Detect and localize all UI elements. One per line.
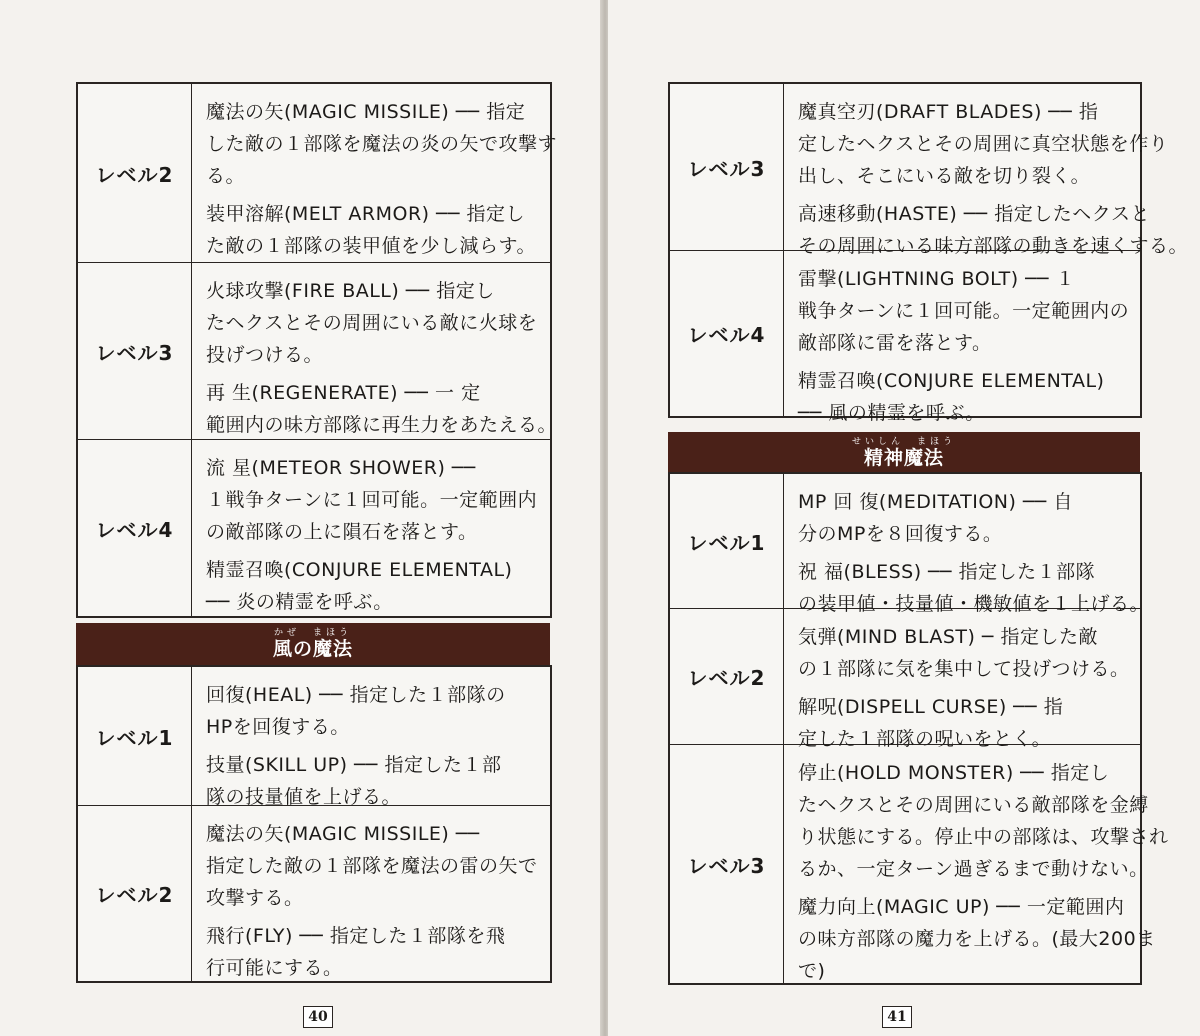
spell-text-line: 攻撃する。: [206, 887, 304, 909]
level-label: レベル1: [78, 667, 192, 805]
spell-row: [670, 84, 1189, 257]
level-label: レベル4: [78, 440, 192, 616]
spell-text-line: 精霊召喚(CONJURE ELEMENTAL): [798, 370, 1105, 392]
level-label: レベル3: [670, 745, 784, 983]
spell-text-line: 高速移動(HASTE) ── 指定したヘクスと: [798, 203, 1151, 225]
spell-text-line: 定したヘクスとその周囲に真空状態を作り: [798, 133, 1169, 155]
spell-text-line: その周囲にいる味方部隊の動きを速くする。: [798, 235, 1189, 257]
spell-entry: [206, 920, 540, 984]
spell-entry: [798, 891, 1169, 987]
spell-text-line: 技量(SKILL UP) ── 指定した１部: [206, 754, 502, 776]
spell-text-line: 魔法の矢(MAGIC MISSILE) ──: [206, 823, 480, 845]
spell-text-line: たヘクスとその周囲にいる敵部隊を金縛: [798, 794, 1149, 816]
spell-row: [670, 251, 1140, 424]
spell-row: [670, 745, 1169, 983]
spell-entry: [798, 263, 1130, 359]
spell-text-line: の味方部隊の魔力を上げる。(最大200ま: [798, 928, 1156, 950]
spell-entry: [206, 818, 540, 914]
spell-text-line: 気弾(MIND BLAST) ─ 指定した敵: [798, 626, 1098, 648]
spell-text-line: の敵部隊の上に隕石を落とす。: [206, 521, 478, 543]
header-title: 精神魔法: [863, 447, 944, 469]
wind-magic-table: [76, 665, 552, 983]
spell-text-line: 祝 福(BLESS) ── 指定した１部隊: [798, 561, 1096, 583]
spell-text-line: 指定した敵の１部隊を魔法の雷の矢で: [206, 855, 538, 877]
wind-magic-table-continued: [668, 82, 1189, 424]
spell-description: [784, 84, 1198, 257]
spell-text-line: 投げつける。: [206, 344, 324, 366]
spell-text-line: HPを回復する。: [206, 716, 350, 738]
spell-text-line: る。: [206, 165, 246, 187]
spell-text-line: 分のMPを８回復する。: [798, 523, 1003, 545]
spell-text-line: 再 生(REGENERATE) ── 一 定: [206, 382, 481, 404]
spell-text-line: ── 風の精霊を呼ぶ。: [798, 402, 985, 424]
spell-text-line: 戦争ターンに１回可能。一定範囲内の: [798, 300, 1130, 322]
spell-text-line: 定した１部隊の呪いをとく。: [798, 728, 1052, 750]
level-label: レベル1: [670, 474, 784, 608]
page-number-left: 40: [303, 1006, 333, 1028]
spell-entry: [206, 452, 540, 548]
spell-entry: [206, 377, 557, 441]
spell-text-line: 魔真空刃(DRAFT BLADES) ── 指: [798, 101, 1099, 123]
spell-text-line: 回復(HEAL) ── 指定した１部隊の: [206, 684, 506, 706]
spell-text-line: で): [798, 960, 826, 982]
wind-magic-header: [76, 623, 550, 665]
header-title: 風の魔法: [272, 638, 353, 660]
spell-text-line: １戦争ターンに１回可能。一定範囲内: [206, 489, 538, 511]
spell-row: [78, 440, 550, 616]
spell-text-line: 停止(HOLD MONSTER) ── 指定し: [798, 762, 1110, 784]
spell-text-line: たヘクスとその周囲にいる敵に火球を: [206, 312, 538, 334]
spell-text-line: た敵の１部隊の装甲値を少し減らす。: [206, 235, 536, 257]
spell-text-line: 範囲内の味方部隊に再生力をあたえる。: [206, 414, 558, 436]
spell-description: [192, 806, 550, 981]
spell-row: [78, 263, 558, 440]
level-label: レベル2: [78, 806, 192, 981]
spell-text-line: MP 回 復(MEDITATION) ── 自: [798, 491, 1073, 513]
spell-text-line: の装甲値・技量値・機敏値を１上げる。: [798, 593, 1150, 615]
spell-row: [670, 474, 1150, 615]
spell-description: [784, 609, 1140, 750]
spell-row: [78, 667, 550, 806]
spell-entry: [206, 275, 557, 371]
spell-description: [784, 474, 1159, 615]
spell-text-line: り状態にする。停止中の部隊は、攻撃され: [798, 826, 1169, 848]
level-label: レベル4: [670, 251, 784, 416]
spell-text-line: 敵部隊に雷を落とす。: [798, 332, 992, 354]
spell-row: [78, 806, 550, 981]
spell-text-line: 流 星(METEOR SHOWER) ──: [206, 457, 476, 479]
header-ruby: かぜ まほう: [273, 628, 352, 638]
spell-text-line: した敵の１部隊を魔法の炎の矢で攻撃す: [206, 133, 558, 155]
level-label: レベル3: [78, 263, 192, 439]
spell-text-line: 精霊召喚(CONJURE ELEMENTAL): [206, 559, 513, 581]
page-number-right: 41: [882, 1006, 912, 1028]
spell-text-line: 魔法の矢(MAGIC MISSILE) ── 指定: [206, 101, 526, 123]
spell-entry: [206, 198, 557, 262]
level-label: レベル3: [670, 84, 784, 250]
spell-entry: [206, 554, 540, 618]
spell-text-line: 出し、そこにいる敵を切り裂く。: [798, 165, 1091, 187]
spell-entry: [798, 365, 1130, 429]
spell-text-line: 隊の技量値を上げる。: [206, 786, 402, 808]
spell-entry: [798, 486, 1149, 550]
spell-text-line: の１部隊に気を集中して投げつける。: [798, 658, 1130, 680]
spell-text-line: 飛行(FLY) ── 指定した１部隊を飛: [206, 925, 506, 947]
spell-entry: [798, 96, 1188, 192]
spell-text-line: 装甲溶解(MELT ARMOR) ── 指定し: [206, 203, 526, 225]
spell-entry: [206, 749, 540, 813]
spell-description: [784, 745, 1179, 983]
spell-description: [192, 667, 550, 808]
spirit-magic-header: [668, 432, 1140, 474]
spell-description: [784, 251, 1140, 424]
spell-text-line: 行可能にする。: [206, 957, 343, 979]
spell-entry: [798, 757, 1169, 885]
spell-text-line: ── 炎の精霊を呼ぶ。: [206, 591, 393, 613]
spell-text-line: 解呪(DISPELL CURSE) ── 指: [798, 696, 1064, 718]
spell-description: [192, 440, 550, 616]
spell-description: [192, 263, 567, 439]
fire-magic-table: [76, 82, 558, 618]
spell-text-line: 雷撃(LIGHTNING BOLT) ── １: [798, 268, 1076, 290]
spell-text-line: 魔力向上(MAGIC UP) ── 一定範囲内: [798, 896, 1125, 918]
spell-entry: [798, 621, 1130, 685]
spell-text-line: 火球攻撃(FIRE BALL) ── 指定し: [206, 280, 495, 302]
spell-entry: [206, 96, 557, 192]
spell-entry: [206, 679, 540, 743]
level-label: レベル2: [78, 84, 192, 262]
spirit-magic-table: [668, 472, 1169, 985]
spell-row: [670, 609, 1140, 750]
spell-row: [78, 84, 558, 263]
header-ruby: せいしん まほう: [851, 437, 956, 447]
spell-text-line: るか、一定ターン過ぎるまで動けない。: [798, 858, 1149, 880]
spell-description: [192, 84, 567, 262]
level-label: レベル2: [670, 609, 784, 744]
